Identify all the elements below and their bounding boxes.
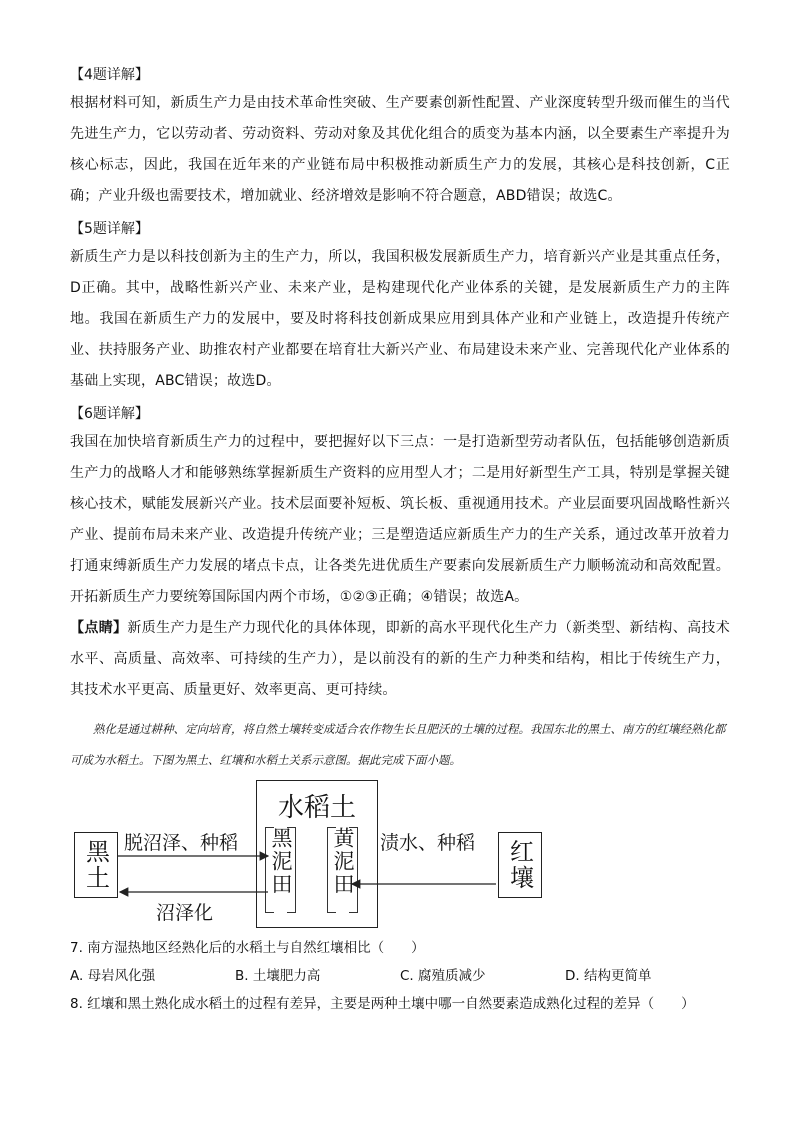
comment-text: 新质生产力是生产力现代化的具体体现，即新的高水平现代化生产力（新类型、新结构、高技术水平、高质量、高效率、可持续的生产力），是以前没有的新的生产力种类和结构，相比于传统生产力，其技术水平更高、质量更好、效率更高、更可持续。 bbox=[70, 620, 730, 698]
option-d: D. 结构更简单 bbox=[565, 968, 652, 984]
yellow-mud-field-label: 黄泥田 bbox=[331, 827, 355, 896]
section-heading-4: 【4题详解】 bbox=[70, 67, 149, 83]
comment-paragraph bbox=[70, 613, 730, 706]
paddy-soil-title: 水稻土 bbox=[277, 793, 356, 823]
document-page bbox=[70, 62, 730, 1018]
section-text-5: 新质生产力是以科技创新为主的生产力，所以，我国积极发展新质生产力，培育新兴产业是其重点任务，D正确。其中，战略性新兴产业、未来产业，是构建现代化产业体系的关键，是发展新质生产力的主阵地。我国在新质生产力的发展中，要及时将科技创新成果应用到具体产业和产业链上，改造提升传统产业、扶持服务产业、助推农村产业都要在培育壮大新兴产业、布局建设未来产业、完善现代化产业体系的基础上实现，ABC错误；故选D。 bbox=[70, 249, 730, 389]
option-a: A. 母岩风化强 bbox=[70, 968, 156, 984]
red-soil-label: 红壤 bbox=[505, 839, 534, 891]
soil-relationship-diagram bbox=[70, 780, 730, 930]
section-heading-5: 【5题详解】 bbox=[70, 221, 149, 237]
black-soil-label: 黑土 bbox=[81, 839, 110, 891]
comment-label: 【点睛】 bbox=[70, 620, 128, 636]
section-text-4: 根据材料可知，新质生产力是由技术革命性突破、生产要素创新性配置、产业深度转型升级而催生的当代先进生产力，它以劳动者、劳动资料、劳动对象及其优化组合的质变为基本内涵，以全要素生产率提升为核心标志，因此，我国在近年来的产业链布局中积极推动新质生产力的发展，其核心是科技创新，C正确；产业升级也需要技术，增加就业、经济增效是影响不符合题意，ABD错误；故选C。 bbox=[70, 95, 730, 204]
material-intro: 熟化是通过耕种、定向培育，将自然土壤转变成适合农作物生长且肥沃的土壤的过程。我国东北的黑土、南方的红壤经熟化都可成为水稻土。下图为黑土、红壤和水稻土关系示意图。据此完成下面小题。 bbox=[70, 722, 726, 767]
option-c: C. 腐殖质减少 bbox=[400, 968, 486, 984]
question-7-stem: 7. 南方湿热地区经熟化后的水稻土与自然红壤相比（ ） bbox=[70, 940, 425, 956]
black-mud-field-label: 黑泥田 bbox=[269, 827, 293, 896]
label-waterlog-plant-rice: 渍水、种稻 bbox=[380, 832, 476, 854]
label-swampification: 沼泽化 bbox=[156, 902, 214, 924]
section-text-6: 我国在加快培育新质生产力的过程中，要把握好以下三点：一是打造新型劳动者队伍，包括能够创造新质生产力的战略人才和能够熟练掌握新质生产资料的应用型人才；二是用好新型生产工具，特别是掌握关键核心技术，赋能发展新兴产业。技术层面要补短板、筑长板、重视通用技术。产业层面要巩固战略性新兴产业、提前布局未来产业、改造提升传统产业；三是塑造适应新质生产力的生产关系，通过改革开放着力打通束缚新质生产力发展的堵点卡点，让各类先进优质生产要素向发展新质生产力顺畅流动和高效配置。开拓新质生产力要统筹国际国内两个市场，①②③正确；④错误；故选A。 bbox=[70, 434, 730, 605]
section-heading-6: 【6题详解】 bbox=[70, 406, 149, 422]
label-drain-plant-rice: 脱沼泽、种稻 bbox=[124, 832, 239, 854]
option-b: B. 土壤肥力高 bbox=[235, 968, 321, 984]
question-7-options bbox=[70, 962, 730, 990]
question-8-stem: 8. 红壤和黑土熟化成水稻土的过程有差异，主要是两种土壤中哪一自然要素造成熟化过程的差异（ ） bbox=[70, 996, 695, 1012]
